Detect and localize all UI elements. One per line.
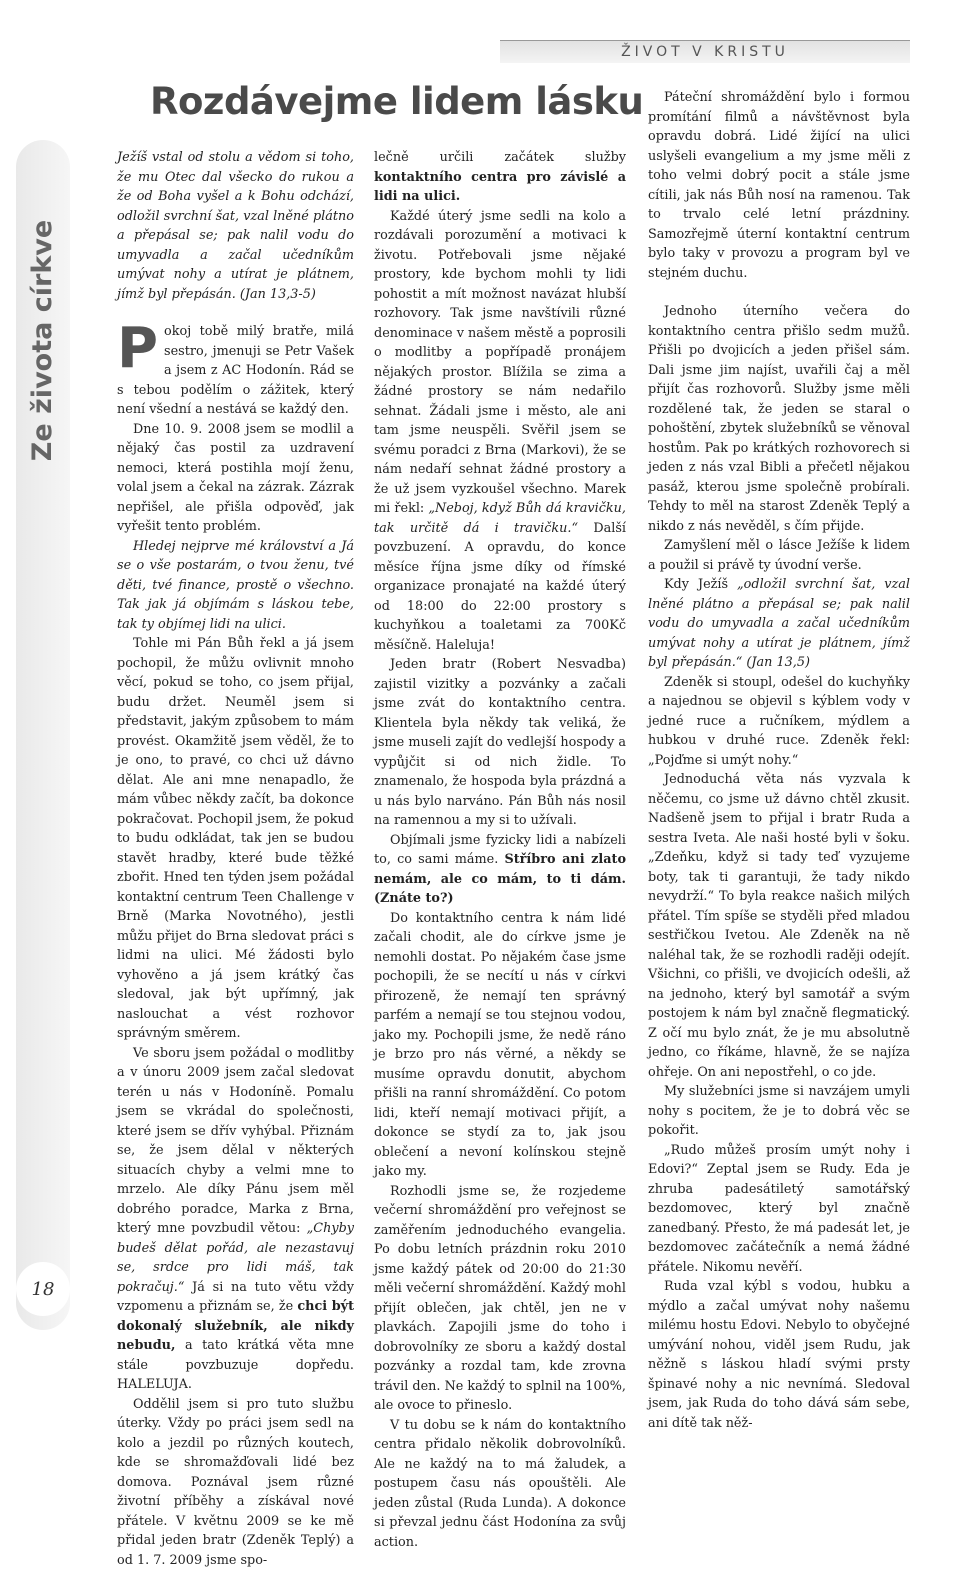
dropcap: P <box>117 327 158 371</box>
section-header: ŽIVOT V KRISTU <box>500 40 910 63</box>
article-title: Rozdávejme lidem lásku <box>150 80 643 123</box>
paragraph: Jednoduchá věta nás vyzvala k něčemu, co jsme už dávno chtěl zkusit. Nadšeně jsem to přijal i bratr Ruda a sestra Iveta. Ale naši hosté byli v šoku. „Zdeňku, když si tady teď vyzujeme boty, tak ti garantuji, že tady nikdo nevydrží.“ To byla reakce našich milých přátel. Tím spíše se styděli před mladou sestřičkou Ivetou. Ale Zdeněk na ně naléhal tak, že se rozhodli raději odejít. Všichni, co přišli, ve dvojicích odešli, až na jednoho, který byl samotář a svým postojem k nám byl značně flegmatický. Z očí mu bylo znát, že je mu absolutně jedno, co říkáme, hlavně, že se najíza ohřeje. On ani nepostřehl, o co jde. <box>648 770 910 1082</box>
paragraph: Oddělil jsem si pro tuto službu úterky. Vždy po práci jsem sedl na kolo a jezdil po různých koutech, kde se shromažďovali lidé bez domova. Poznával jsem různé životní příběhy a získával nové přátele. V květnu 2009 se ke mě přidal jeden bratr (Zdeněk Teplý) a od 1. 7. 2009 jsme spo- <box>117 1395 354 1570</box>
paragraph: „Rudo můžeš prosím umýt nohy i Edovi?“ Zeptal jsem se Rudy. Eda je zhruba padesátiletý samotářský bezdomovec, který byl značně zanedbaný. Přesto, že má padesát let, je bezdomovec začátečník a nemá žádné přátele. Nikomu nevěří. <box>648 1141 910 1278</box>
paragraph: lečně určili začátek služby kontaktního centra pro závislé a lidi na ulici. <box>374 148 626 207</box>
paragraph: Do kontaktního centra k nám lidé začali chodit, ale do církve jsme je nemohli dostat. Po nějakém čase jsme pochopili, že se necítí u nás v církvi přirozeně, že nemají ten správný parfém a nemají se tou stejnou vodou, jako my. Pochopili jsme, že nedě ráno je brzo pro nás věrné, a někdy se musíme opravdu donutit, abychom přišli na ranní shromáždění. Co potom lidi, kteří nemají motivaci přijít, a dokonce se stydí za to, jak jsou oblečení a nevoní kolínskou stejně jako my. <box>374 909 626 1182</box>
column-1 <box>117 148 354 1570</box>
section-sidebar-title: Ze života církve <box>16 140 70 540</box>
paragraph: Hledej nejprve mé království a Já se o vše postarám, o tvou ženu, tvé děti, tvé finance, prostě o všechno. Tak jak já objímám s láskou tebe, tak ty objímej lidi na ulici. <box>117 537 354 635</box>
paragraph: Dne 10. 9. 2008 jsem se modlil a nějaký čas postil za uzdravení nemoci, která postihla mojí ženu, volal jsem a čekal na zázrak. Zázrak nepřišel, ale přišla odpověď, jak vyřešit tento problém. <box>117 420 354 537</box>
paragraph: Ruda vzal kýbl s vodou, hubku a mýdlo a začal umývat nohy našemu milému hostu Edovi. Nebylo to obyčejné umývání nohou, viděl jsem Rudu, jak něžně s láskou hladí svými prsty špinavé nohy a nic nevnímá. Sledoval jsem, jak Ruda do toho dává sám sebe, ani dítě tak něž- <box>648 1277 910 1433</box>
paragraph: Každé úterý jsme sedli na kolo a rozdávali porozumění a motivaci k životu. Potřebovali jsme nějaké prostory, kde bychom mohli ty lidi pohostit a mít možnost navázat hlubší rozhovory. Tak jsme navštívili různé denominace v našem městě a poprosili o modlitby a popřípadě pronájem nějakých prostor. Blížila se zima a žádné prostory se nám nedařilo sehnat. Žádali jsme i město, ale ani tam jsme neuspěli. Svěřil jsem se svému poradci z Brna (Markovi), že se nám nedaří sehnat žádné prostory a že už jsem vyzkoušel všechno. Marek mi řekl: „Neboj, když Bůh dá kravičku, tak určitě dá i travičku.“ Další povzbuzení. A opravdu, do konce měsíce října jsme díky od římské organizace pronajaté na každé úterý od 18:00 do 22:00 prostory s kuchyňkou a toaletami za 700Kč měsíčně. Haleluja! <box>374 207 626 656</box>
paragraph: My služebníci jsme si navzájem umyli nohy s pocitem, že je to dobrá věc se pokořit. <box>648 1082 910 1141</box>
column-3 <box>648 88 910 1433</box>
paragraph: Jeden bratr (Robert Nesvadba) zajistil vizitky a pozvánky a začali jsme zvát do kontaktního centra. Klientela byla někdy tak veliká, že jsme museli zajít do vedlejší hospody a vypůjčit si od nich židle. To znamenalo, že hospoda byla prázdná a u nás bylo narváno. Pán Bůh nás nosil na ramennou a my si to užívali. <box>374 655 626 831</box>
paragraph: V tu dobu se k nám do kontaktního centra přidalo několik dobrovolníků. Ale ne každý na to má žaludek, a postupem času nás opouštěli. Ale jeden zůstal (Ruda Lunda). A dokonce si převzal jednu část Hodonína za svůj action. <box>374 1416 626 1553</box>
page-number: 18 <box>16 1262 70 1316</box>
paragraph: Páteční shromáždění bylo i formou promítání filmů a návštěvnost byla opravdu dobrá. Lidé žijící na ulici uslyšeli evangelium a my jsme měli z toho velmi dobrý pocit a stále jsme cítili, jak nás Bůh nosí na ramenou. Tak to trvalo celé letní prázdniny. Samozřejmě úterní kontaktní centrum bylo taky v provozu a program byl ve stejném duchu. <box>648 88 910 283</box>
paragraph: Kdy Ježíš „odložil svrchní šat, vzal lněné plátno a přepásal se; pak nalil vodu do umyvadla a začal učedníkům umývat nohy a utírat je plátnem, jímž byl přepásán.“ (Jan 13,5) <box>648 575 910 673</box>
paragraph: Zamyšlení měl o lásce Ježíše k lidem a použil si právě ty úvodní verše. <box>648 536 910 575</box>
paragraph: Pokoj tobě milý bratře, milá sestro, jmenuji se Petr Vašek a jsem z AC Hodonín. Rád se s tebou podělím o zážitek, který není všední a nestává se každý den. <box>117 322 354 420</box>
paragraph: Zdeněk si stoupl, odešel do kuchyňky a najednou se objevil s kýblem vody v jedné ruce a ručníkem, mýdlem a hubkou v druhé ruce. Zdeněk řekl: „Pojďme si umýt nohy.“ <box>648 673 910 771</box>
paragraph: Ve sboru jsem požádal o modlitby a v únoru 2009 jsem začal sledovat terén u nás v Hodoníně. Pomalu jsem se vkrádal do společnosti, které jsem se dřív vyhýbal. Přiznám se, že jsem dělal v některých situacích chyby a velmi mne to mrzelo. Ale díky Pánu jsem měl dobrého poradce, Marka z Brna, který mne povzbudil větou: „Chyby budeš dělat pořád, ale nezastavuj se, srdce pro lidi máš, tak pokračuj.“ Já si na tuto větu vždy vzpomenu a přiznám se, že chci být dokonalý služebník, ale nikdy nebudu, a tato krátká věta mne stále povzbuzuje dopředu. HALELUJA. <box>117 1044 354 1395</box>
column-2 <box>374 148 626 1552</box>
paragraph: Rozhodli jsme se, že rozjedeme večerní shromáždění pro veřejnost se zaměřením jednoduchého evangelia. Po dobu letních prázdnin roku 2010 jsme každý pátek od 20:00 do 21:30 měli večerní shromáždění. Každý mohl přijít oblečen, jak chtěl, jen ne v plavkách. Zapojili jsme do toho i dobrovolníky ze sboru a každý dostal pozvánky a rozdal tam, kde zrovna trávil den. Ne každý to splnil na 100%, ale ovoce to přineslo. <box>374 1182 626 1416</box>
intro-quote: Ježíš vstal od stolu a vědom si toho, že mu Otec dal všecko do rukou a že od Boha vyšel a k Bohu odchází, odložil svrchní šat, vzal lněné plátno a přepásal se; pak nalil vodu do umyvadla a začal učedníkům umývat nohy a utírat je plátnem, jímž byl přepásán. (Jan 13,3-5) <box>117 148 354 304</box>
paragraph: Tohle mi Pán Bůh řekl a já jsem pochopil, že můžu ovlivnit mnoho věcí, pokud se toho, co jsem přijal, budu držet. Neuměl jsem si představit, jakým způsobem to mám provést. Okamžitě jsem věděl, že to je ono, to pravé, co chci už dávno dělat. Ale ani mne nenapadlo, že mám vůbec někdy začít, ba dokonce pokračovat. Pochopil jsem, že pokud to budu odkládat, tak jen se budou stavět hradby, které bude těžké zbořit. Hned ten týden jsem požádal kontaktní centrum Teen Challenge v Brně (Marka Novotného), jestli můžu přijet do Brna sledovat práci s lidmi na ulici. Mé žádosti bylo vyhověno a já jsem krátký čas sledoval, jak být upřímný, jak naslouchat a vést rozhovor správným směrem. <box>117 634 354 1044</box>
paragraph: Jednoho úterního večera do kontaktního centra přišlo sedm mužů. Přišli po dvojicích a jeden přišel sám. Dali jsme jim najíst, uvařili čaj a měl přijít čas rozhovorů. Služby jsme měli rozdělené tak, že jeden se staral o pohoštění, zbytek služebníků se věnoval hostům. Pak po krátkých rozhovorech si jeden z nás vzal Bibli a přečetl nějakou pasáž, kterou jsme společně probírali. Tehdy to měl na starost Zdeněk Teplý a nikdo z nás nevěděl, s čím přijde. <box>648 302 910 536</box>
paragraph: Objímali jsme fyzicky lidi a nabízeli to, co sami máme. Stříbro ani zlato nemám, ale co mám, to ti dám. (Znáte to?) <box>374 831 626 909</box>
